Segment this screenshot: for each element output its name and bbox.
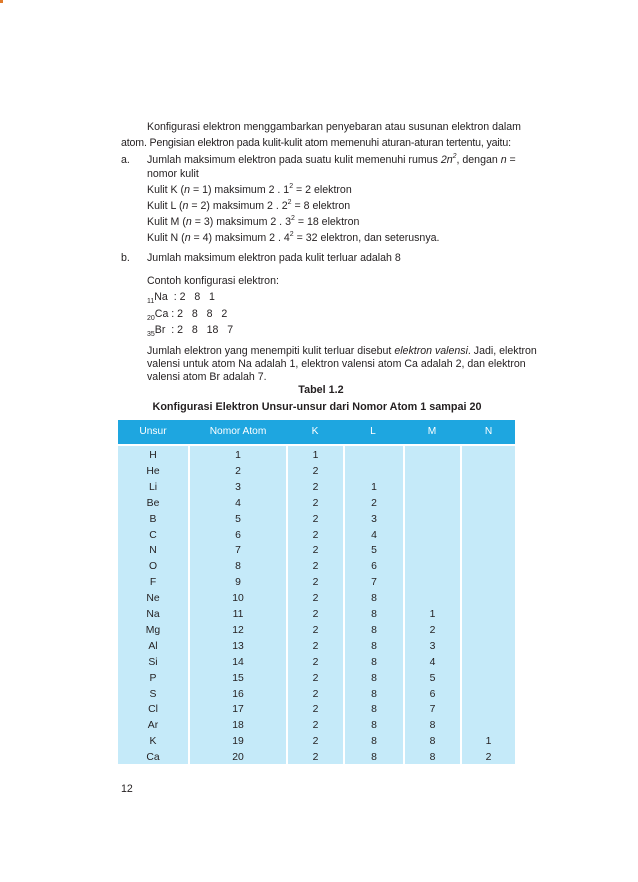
table-cell: 2 [429,624,436,636]
table-cell: N [149,545,157,557]
table-cell: 1 [312,450,319,461]
shell-exponent: 2 [287,199,292,206]
table-cell: 3 [371,513,377,525]
shell-exponent: 2 [289,183,294,190]
shell-exponent: 2 [289,231,294,238]
shell-label: Kulit M ( [147,216,186,228]
header-n: N [484,426,493,437]
table-cell: Na [146,609,160,620]
table-cell: Ar [147,720,159,732]
table-cell: Cl [148,704,158,716]
table-cell: 4 [429,656,436,668]
table-title: Konfigurasi Elektron Unsur-unsur dari Nomor Atom 1 sampai 20 [152,401,482,413]
table-label: Tabel 1.2 [298,384,344,396]
table-cell: 9 [235,577,241,589]
table-cell: H [149,450,157,461]
example-heading: Contoh konfigurasi elektron: [147,275,279,287]
table-cell: 1 [371,481,377,493]
table-cell: 4 [235,497,241,509]
variable-n: n [182,200,189,212]
table-cell: 2 [312,656,319,668]
config-values: : 2 8 8 2 [168,308,228,320]
table-cell: 2 [312,720,319,732]
table-cell: 13 [232,640,244,652]
valence-term: elektron valensi [394,345,468,357]
table-cell: 17 [232,704,244,716]
table-cell: 2 [312,736,319,748]
table-cell: 6 [235,529,241,541]
header-m: M [427,426,437,437]
shell-result: = 2 elektron [293,184,352,196]
table-cell: 1 [485,736,492,748]
formula-base: 2n [440,154,453,166]
item-a-text-end: = [506,154,516,166]
header-unsur: Unsur [139,426,167,437]
config-values: : 2 8 1 [167,291,215,303]
formula [441,154,457,166]
table-cell: 16 [232,688,244,700]
intro-line-2: atom. Pengisian elektron pada kulit-kulit atom memenuhi aturan-aturan tertentu, yaitu: [121,137,511,149]
item-a-text-mid: , dengan [456,154,501,166]
config-line [147,291,215,304]
table-cell: 4 [371,529,377,541]
table-cell: 8 [371,720,377,732]
table-cell: O [148,561,158,573]
table-cell: 15 [232,672,244,684]
table-cell: 8 [429,736,436,748]
valence-line-1 [147,345,537,358]
table-cell: 7 [429,704,436,716]
variable-n: n [185,216,192,228]
table-cell: Li [148,481,158,493]
table-cell: S [149,688,157,700]
table-cell: 2 [312,640,319,652]
table-cell: Be [146,497,160,509]
shell-exponent: 2 [290,215,295,222]
table-cell: 8 [429,720,436,732]
shell-formula: = 4) maksimum 2 . 4 [190,232,290,244]
table-cell: Al [148,640,158,652]
table-cell: 7 [235,545,241,557]
shell-result: = 18 elektron [294,216,360,228]
variable-n: n [184,232,191,244]
table-cell: 2 [312,529,319,541]
shell-line [147,184,352,197]
table-cell: 14 [232,656,244,668]
table-cell: 8 [371,609,377,620]
table-cell: 6 [371,561,377,573]
table-cell: 2 [312,545,319,557]
valence-text-end: . Jadi, elektron [467,345,537,357]
intro-line-1: Konfigurasi elektron menggambarkan penyebaran atau susunan elektron dalam [147,121,521,133]
table-cell: 18 [232,720,244,732]
table-cell: 2 [312,609,319,620]
electron-config-table [118,420,515,764]
table-cell: 2 [312,688,319,700]
table-cell: 5 [371,545,377,557]
table-cell: 1 [235,450,241,461]
table-cell: Ne [146,593,160,605]
table-cell: 2 [312,624,319,636]
table-cell: 2 [485,752,492,764]
table-cell: 3 [429,640,436,652]
table-cell: C [149,529,157,541]
item-b-marker: b. [121,252,130,264]
shell-result: = 8 elektron [291,200,351,212]
valence-text: Jumlah elektron yang menempiti kulit terluar disebut [147,345,395,357]
table-header [118,420,515,444]
table-cell: 2 [312,593,319,605]
table-cell: 8 [429,752,436,764]
table-cell: 7 [371,577,377,589]
shell-formula: = 2) maksimum 2 . 2 [188,200,288,212]
table-cell: Si [148,656,158,668]
table-cell: 12 [232,624,244,636]
valence-line-3: valensi atom Br adalah 7. [147,371,267,383]
valence-line-2: valensi untuk atom Na adalah 1, elektron valensi atom Ca adalah 2, dan elektron [147,358,526,370]
table-cell: 2 [312,561,319,573]
shell-line [147,216,359,229]
column-n [462,446,515,764]
table-cell: Ca [146,752,160,764]
shell-result: = 32 elektron, dan seterusnya. [293,232,440,244]
element-symbol: Ca [154,308,169,320]
table-cell: B [149,513,157,525]
table-cell: 8 [371,640,377,652]
formula-exponent: 2 [452,153,457,160]
config-line [147,308,227,321]
atomic-number: 35 [147,331,155,338]
table-cell: 8 [371,704,377,716]
table-cell: 8 [371,672,377,684]
element-symbol: Na [154,291,168,303]
table-cell: 2 [312,481,319,493]
table-cell: 2 [312,465,319,477]
variable-n: n [500,154,507,166]
table-cell: 8 [235,561,241,573]
shell-label: Kulit L ( [147,200,183,212]
item-a-marker: a. [121,154,130,166]
table-cell: 19 [232,736,244,748]
table-cell: He [146,465,160,477]
table-cell: 5 [429,672,436,684]
header-nomor-atom: Nomor Atom [209,426,267,437]
shell-label: Kulit K ( [147,184,185,196]
atomic-number: 20 [147,315,155,322]
table-cell: F [149,577,157,589]
shell-line [147,200,350,213]
config-values: : 2 8 18 7 [165,324,234,336]
table-cell: 20 [232,752,244,764]
item-a-text: Jumlah maksimum elektron pada suatu kulit memenuhi rumus [147,154,441,166]
table-cell: 2 [312,704,319,716]
table-cell: 2 [312,672,319,684]
table-cell: 8 [371,656,377,668]
table-cell: 8 [371,736,377,748]
element-symbol: Br [154,324,166,336]
shell-line [147,232,439,245]
table-cell: 11 [232,609,244,620]
header-l: L [370,426,376,437]
table-cell: 2 [312,497,319,509]
table-cell: 8 [371,752,377,764]
table-cell: 8 [371,624,377,636]
item-a-line-1 [147,154,516,167]
page-number: 12 [121,783,133,795]
table-cell: 3 [235,481,241,493]
header-k: K [311,426,319,437]
table-cell: 1 [429,609,436,620]
table-cell: 8 [371,688,377,700]
table-cell: 6 [429,688,436,700]
table-cell: 2 [312,513,319,525]
shell-label: Kulit N ( [147,232,185,244]
item-a-line-2: nomor kulit [147,168,199,180]
config-line [147,324,233,337]
table-cell: 5 [235,513,241,525]
table-cell: 2 [235,465,241,477]
atomic-number: 11 [147,298,155,305]
variable-n: n [184,184,190,196]
table-cell: 2 [371,497,377,509]
shell-formula: = 1) maksimum 2 . 1 [190,184,290,196]
shell-formula: = 3) maksimum 2 . 3 [191,216,291,228]
item-b-text: Jumlah maksimum elektron pada kulit terluar adalah 8 [147,252,401,264]
table-cell: K [149,736,157,748]
table-cell: 2 [312,752,319,764]
table-cell: P [149,672,157,684]
table-cell: Mg [145,624,161,636]
table-cell: 2 [312,577,319,589]
table-cell: 8 [371,593,377,605]
table-cell: 10 [232,593,244,605]
